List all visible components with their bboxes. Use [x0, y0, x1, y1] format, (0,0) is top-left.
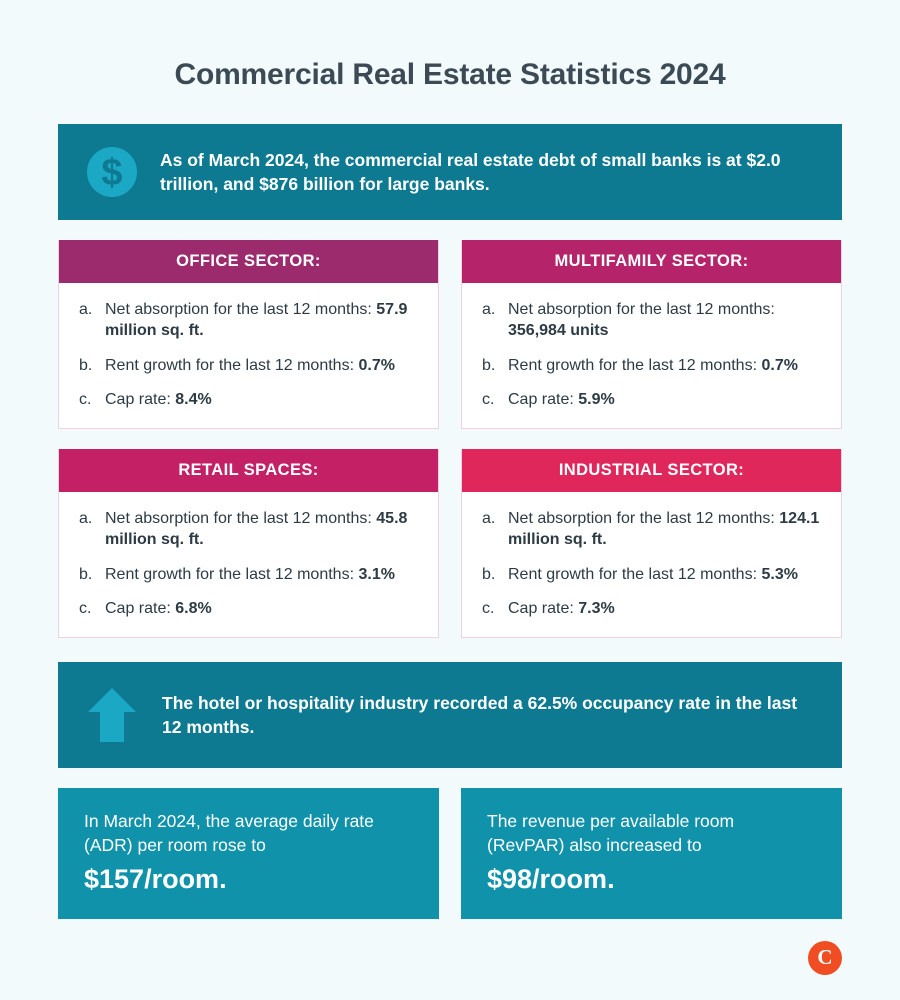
dollar-circle-icon	[84, 144, 140, 200]
fact-value: 0.7%	[761, 356, 798, 374]
sector-card-industrial	[461, 449, 842, 638]
svg-text:$: $	[101, 152, 123, 194]
sector-card-office	[58, 240, 439, 429]
bottom-stats-row	[58, 788, 842, 919]
list-marker: c.	[79, 390, 92, 408]
list-item	[79, 508, 418, 551]
list-marker: a.	[482, 301, 496, 318]
sector-card-title: OFFICE SECTOR:	[59, 240, 438, 283]
fact-value: 8.4%	[175, 390, 212, 408]
fact-label: Cap rate:	[105, 599, 171, 617]
list-marker: a.	[79, 510, 93, 528]
list-item	[482, 389, 821, 410]
fact-list	[482, 508, 821, 619]
fact-value: 124.1 million sq. ft.	[508, 510, 820, 549]
fact-list	[79, 299, 418, 410]
fact-value: 7.3%	[578, 599, 615, 617]
list-item	[482, 564, 821, 585]
fact-value: 3.1%	[358, 565, 395, 583]
hotel-banner-text: The hotel or hospitality industry recorded a 62.5% occupancy rate in the last 12 months.	[162, 692, 798, 738]
stat-card-text: The revenue per available room (RevPAR) also increased to	[487, 811, 735, 855]
fact-value: 5.9%	[578, 390, 615, 408]
sector-card-multifamily	[461, 240, 842, 429]
list-marker: c.	[482, 599, 495, 617]
fact-label: Rent growth for the last 12 months:	[508, 356, 758, 374]
fact-value: 57.9 million sq. ft.	[105, 301, 408, 340]
fact-list	[482, 299, 821, 410]
fact-label: Cap rate:	[508, 390, 574, 408]
fact-value: 5.3%	[761, 565, 798, 583]
page-title: Commercial Real Estate Statistics 2024	[174, 58, 726, 91]
sector-row-1	[58, 240, 842, 429]
up-arrow-icon	[84, 686, 140, 744]
fact-value: 6.8%	[175, 599, 212, 617]
list-item	[79, 389, 418, 410]
list-marker: b.	[482, 356, 496, 374]
stat-card-adr	[58, 788, 439, 919]
list-item	[79, 564, 418, 585]
debt-banner-text: As of March 2024, the commercial real estate debt of small banks is at $2.0 trillion, and $876 billion for large banks.	[160, 149, 781, 194]
list-marker: c.	[482, 390, 495, 408]
list-item	[482, 355, 821, 376]
sector-card-title: INDUSTRIAL SECTOR:	[462, 449, 841, 492]
sector-card-body	[59, 283, 438, 428]
fact-value: 356,984 units	[508, 322, 609, 340]
list-item	[482, 299, 821, 342]
logo-row	[58, 941, 842, 975]
list-item	[79, 598, 418, 619]
brand-logo-icon: C	[808, 941, 842, 975]
fact-label: Net absorption for the last 12 months:	[508, 510, 775, 528]
list-item	[79, 299, 418, 342]
list-marker: a.	[482, 510, 496, 528]
list-marker: a.	[79, 301, 93, 318]
sector-card-title: MULTIFAMILY SECTOR:	[462, 240, 841, 283]
fact-value: 0.7%	[358, 356, 395, 374]
fact-label: Rent growth for the last 12 months:	[508, 565, 758, 583]
fact-value: 45.8 million sq. ft.	[105, 510, 408, 549]
fact-label: Cap rate:	[508, 599, 574, 617]
fact-label: Net absorption for the last 12 months:	[508, 301, 775, 318]
sector-card-title: RETAIL SPACES:	[59, 449, 438, 492]
fact-label: Rent growth for the last 12 months:	[105, 565, 355, 583]
stat-card-revpar	[461, 788, 842, 919]
list-marker: b.	[79, 565, 93, 583]
stat-card-value: $157/room	[84, 864, 220, 894]
fact-label: Net absorption for the last 12 months:	[105, 301, 372, 318]
stat-card-value-wrap	[84, 865, 413, 895]
list-item	[482, 598, 821, 619]
debt-banner	[58, 124, 842, 220]
sector-row-2	[58, 449, 842, 638]
fact-list	[79, 508, 418, 619]
list-marker: b.	[482, 565, 496, 583]
list-item	[482, 508, 821, 551]
hotel-banner	[58, 662, 842, 768]
sector-card-retail	[58, 449, 439, 638]
list-marker: b.	[79, 356, 93, 374]
stat-card-text: In March 2024, the average daily rate (ADR) per room rose to	[84, 811, 374, 855]
stat-card-suffix: .	[607, 864, 615, 894]
list-marker: c.	[79, 599, 92, 617]
fact-label: Rent growth for the last 12 months:	[105, 356, 355, 374]
stat-card-suffix: .	[219, 864, 227, 894]
stat-card-value: $98/room	[487, 864, 608, 894]
stat-card-value-wrap	[487, 865, 816, 895]
sector-card-body	[59, 492, 438, 637]
content-wrapper	[58, 124, 842, 975]
fact-label: Cap rate:	[105, 390, 171, 408]
list-item	[79, 355, 418, 376]
fact-label: Net absorption for the last 12 months:	[105, 510, 372, 528]
sector-card-body	[462, 492, 841, 637]
sector-card-body	[462, 283, 841, 428]
